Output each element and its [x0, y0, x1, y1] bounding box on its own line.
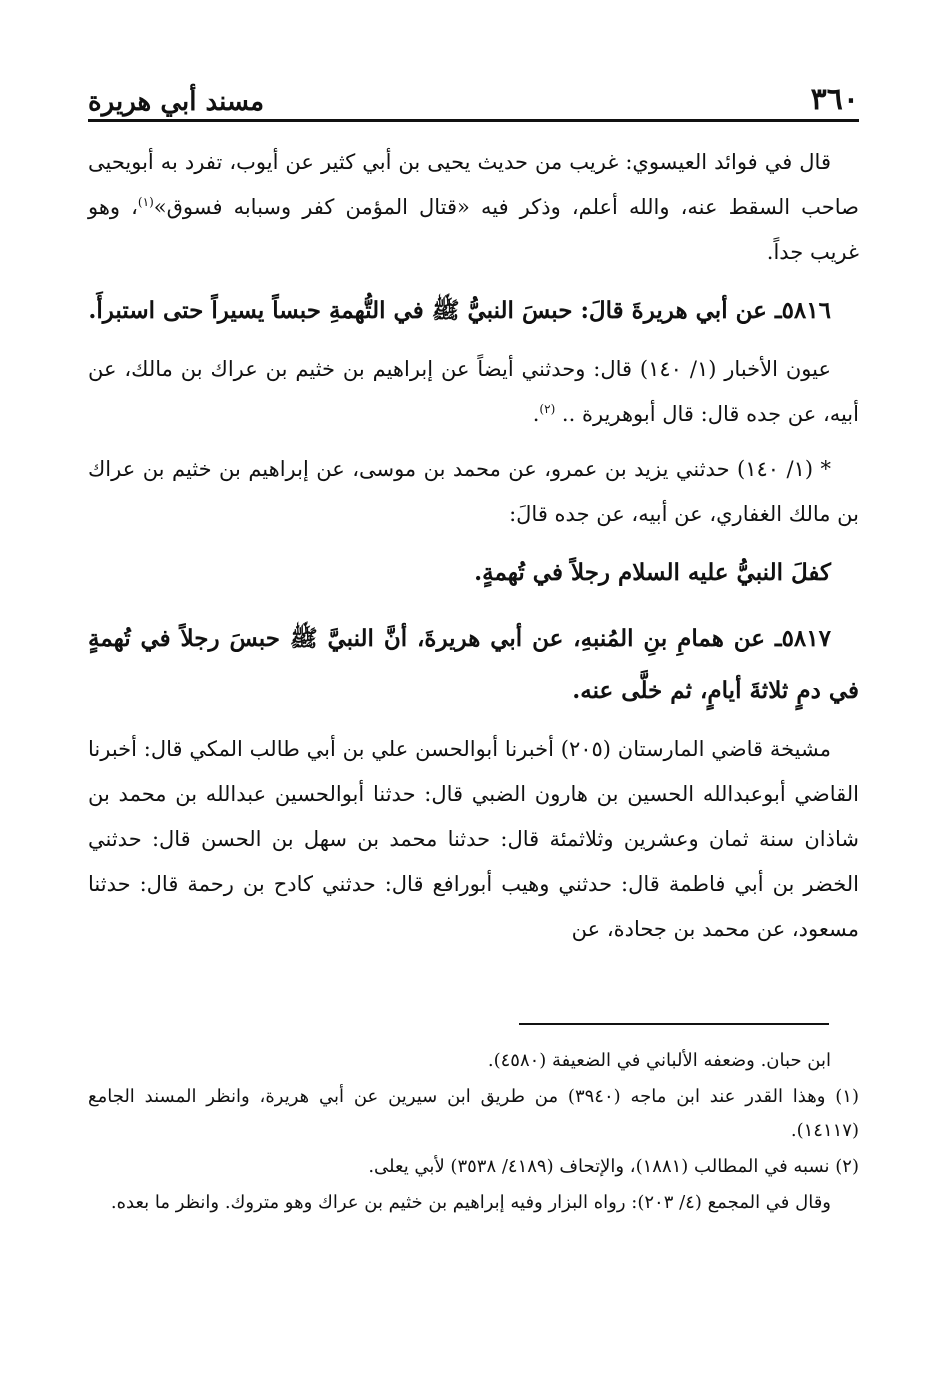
page-number: ٣٦٠: [810, 82, 859, 117]
footnote-ref-2: (٢): [539, 402, 556, 416]
paragraph-mashyakha: مشيخة قاضي المارستان (٢٠٥) أخبرنا أبوالحسن علي بن أبي طالب المكي قال: أخبرنا القاضي أبوعبدالله الحسين بن هارون الضبي قال: حدثنا أبوالحسين عبدالله بن محمد بن شاذان سنة ثمان وعشرين وثلاثمئة قال: حدثنا محمد بن سهل بن الحسن قال: حدثني الخضر بن أبي فاطمة قال: حدثني وهيب أبورافع قال: حدثني كادح بن رحمة قال: حدثنا مسعود، عن محمد بن جحادة، عن: [88, 737, 859, 941]
book-title: مسند أبي هريرة: [88, 87, 265, 117]
paragraph-isawi-benefits: [88, 140, 859, 275]
paragraph-uyun-al-akhbar: [88, 347, 859, 437]
footnote-continuation: ابن حبان. وضعفه الألباني في الضعيفة (٤٥٨٠).: [487, 1050, 831, 1071]
page-header: [88, 82, 859, 122]
footnotes: [88, 1044, 859, 1222]
footnote-2: (٢) نسبه في المطالب (١٨٨١)، والإتحاف (٤١٨٩/ ٣٥٣٨) لأبي يعلى.: [368, 1156, 859, 1177]
paragraph-text: عيون الأخبار (١/ ١٤٠) قال: وحدثني أيضاً عن إبراهيم بن خثيم بن عراك بن مالك، عن أبيه، عن جده قال: قال أبوهريرة ..: [88, 357, 859, 426]
hadith-5816: ٥٨١٦ـ عن أبي هريرةَ قالَ: حبسَ النبيُّ ﷺ في التُّهمةِ حبساً يسيراً حتى استبرأَ.: [88, 297, 831, 324]
footnote-separator: [519, 1023, 829, 1025]
hadith-5817: ٥٨١٧ـ عن همامِ بنِ المُنبهِ، عن أبي هريرةَ، أنَّ النبيَّ ﷺ حبسَ رجلاً في تُهمةٍ في دمٍ ثلاثةَ أيامٍ، ثم خلَّى عنه.: [88, 625, 859, 704]
main-text: [88, 140, 859, 962]
footnote-1: (١) وهذا القدر عند ابن ماجه (٣٩٤٠) من طريق ابن سيرين عن أبي هريرة، وانظر المسند الجامع (١٤١١٧).: [88, 1086, 859, 1141]
paragraph-text-tail: ، وهو غريب جداً.: [88, 195, 859, 264]
paragraph-text-tail: .: [532, 402, 540, 426]
footnote-2-continuation: وقال في المجمع (٤/ ٢٠٣): رواه البزار وفيه إبراهيم بن خثيم بن عراك وهو متروك. وانظر ما بعده.: [110, 1192, 831, 1213]
hadith-quote: كفلَ النبيُّ عليه السلام رجلاً في تُهمةٍ.: [474, 559, 831, 586]
footnote-ref-1: (١): [137, 195, 154, 209]
paragraph-chain-of-narration: * (١/ ١٤٠) حدثني يزيد بن عمرو، عن محمد بن موسى، عن إبراهيم بن خثيم بن عراك بن مالك الغفاري، عن أبيه، عن جده قالَ:: [88, 457, 859, 526]
paragraph-text: قال في فوائد العيسوي: غريب من حديث يحيى بن أبي كثير عن أيوب، تفرد به أبويحيى صاحب السقط عنه، والله أعلم، وذكر فيه «قتال المؤمن كفر وسبابه فسوق»: [88, 150, 859, 219]
